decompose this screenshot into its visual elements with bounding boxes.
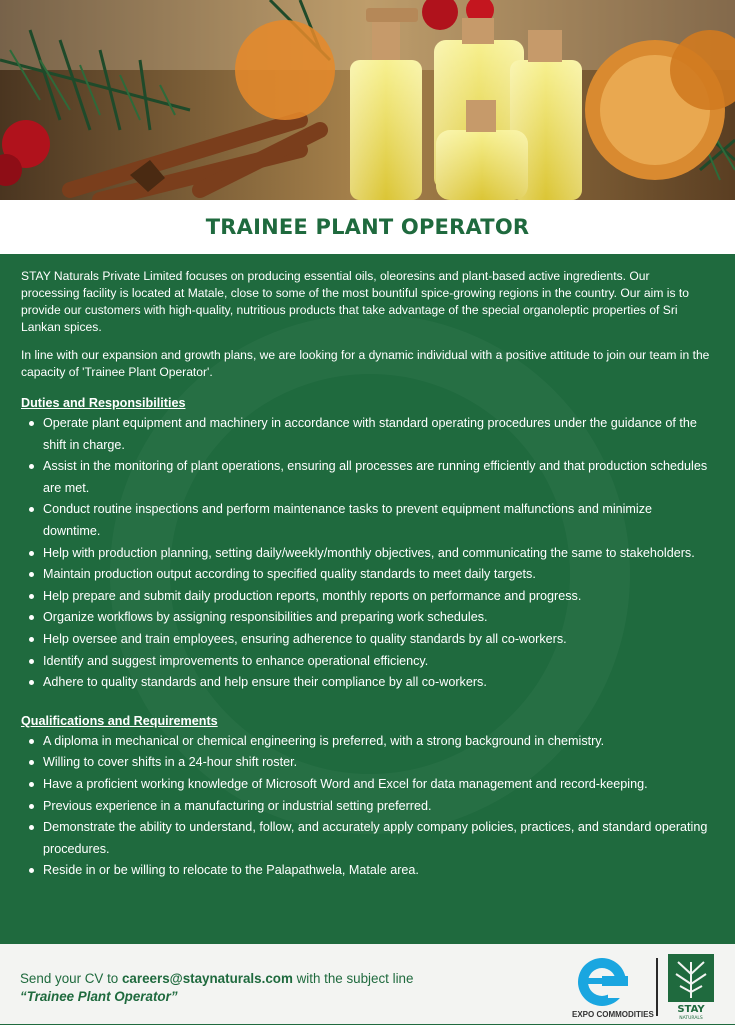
stay-logo-text: STAY bbox=[677, 1004, 705, 1015]
list-item: Adhere to quality standards and help ensure their compliance by all co-workers. bbox=[21, 672, 711, 694]
intro-paragraph: In line with our expansion and growth plans, we are looking for a dynamic individual with a positive attitude to join our team in the capacity of 'Trainee Plant Operator'. bbox=[21, 348, 710, 379]
duties-heading: Duties and Responsibilities bbox=[21, 396, 186, 410]
qualifications-list bbox=[21, 731, 711, 882]
email-link[interactable]: careers@staynaturals.com bbox=[121, 971, 293, 986]
stay-tree-icon bbox=[668, 954, 714, 1020]
list-item: A diploma in mechanical or chemical engineering is preferred, with a strong background in chemistry. bbox=[21, 731, 711, 753]
qualifications-heading: Qualifications and Requirements bbox=[21, 713, 218, 728]
list-item: Assist in the monitoring of plant operations, ensuring all processes are running efficiently and that production schedules are met. bbox=[21, 456, 711, 499]
list-item: Operate plant equipment and machinery in accordance with standard operating procedures under the guidance of the shift in charge. bbox=[21, 413, 711, 456]
stay-logo-subtext: NATURALS bbox=[679, 1016, 703, 1020]
list-item: Organize workflows by assigning responsibilities and preparing work schedules. bbox=[21, 607, 711, 629]
intro-paragraph: STAY Naturals Private Limited focuses on producing essential oils, oleoresins and plant-based active ingredients. Our processing facility is located at Matale, close to some of the most bountiful spice-growing regions in the country. Our aim is to provide our customers with high-quality, nutritious products that take advantage of the special organoleptic properties of Sri Lankan spices. bbox=[21, 269, 689, 334]
hero-image bbox=[0, 0, 735, 200]
title-band bbox=[0, 200, 735, 254]
cv-prefix: Send your CV to bbox=[20, 971, 122, 986]
subject-line: “Trainee Plant Operator” bbox=[20, 989, 178, 1004]
apply-instructions bbox=[20, 970, 413, 1006]
list-item: Conduct routine inspections and perform maintenance tasks to prevent equipment malfunctions and minimize downtime. bbox=[21, 499, 711, 542]
duties-list bbox=[21, 413, 711, 694]
list-item: Have a proficient working knowledge of Microsoft Word and Excel for data management and record-keeping. bbox=[21, 774, 711, 796]
job-description bbox=[0, 254, 735, 944]
list-item: Demonstrate the ability to understand, follow, and accurately apply company policies, practices, and standard operating procedures. bbox=[21, 817, 711, 860]
list-item: Reside in or be willing to relocate to the Palapathwela, Matale area. bbox=[21, 860, 711, 882]
list-item: Help oversee and train employees, ensuring adherence to quality standards by all co-workers. bbox=[21, 629, 711, 651]
list-item: Maintain production output according to specified quality standards to meet daily targets. bbox=[21, 564, 711, 586]
list-item: Willing to cover shifts in a 24-hour shift roster. bbox=[21, 752, 711, 774]
expo-logo-text: EXPO COMMODITIES bbox=[572, 1010, 654, 1019]
expo-e-icon bbox=[572, 954, 652, 1010]
list-item: Help with production planning, setting daily/weekly/monthly objectives, and communicating the same to stakeholders. bbox=[21, 543, 711, 565]
list-item: Previous experience in a manufacturing or industrial setting preferred. bbox=[21, 796, 711, 818]
logo-divider bbox=[656, 958, 658, 1016]
expo-commodities-logo bbox=[572, 954, 652, 1020]
stay-naturals-logo bbox=[668, 954, 714, 1020]
job-title: TRAINEE PLANT OPERATOR bbox=[205, 215, 530, 239]
essential-oils-photo bbox=[0, 0, 735, 200]
cv-suffix: with the subject line bbox=[292, 971, 414, 986]
list-item: Identify and suggest improvements to enhance operational efficiency. bbox=[21, 651, 711, 673]
list-item: Help prepare and submit daily production reports, monthly reports on performance and progress. bbox=[21, 586, 711, 608]
